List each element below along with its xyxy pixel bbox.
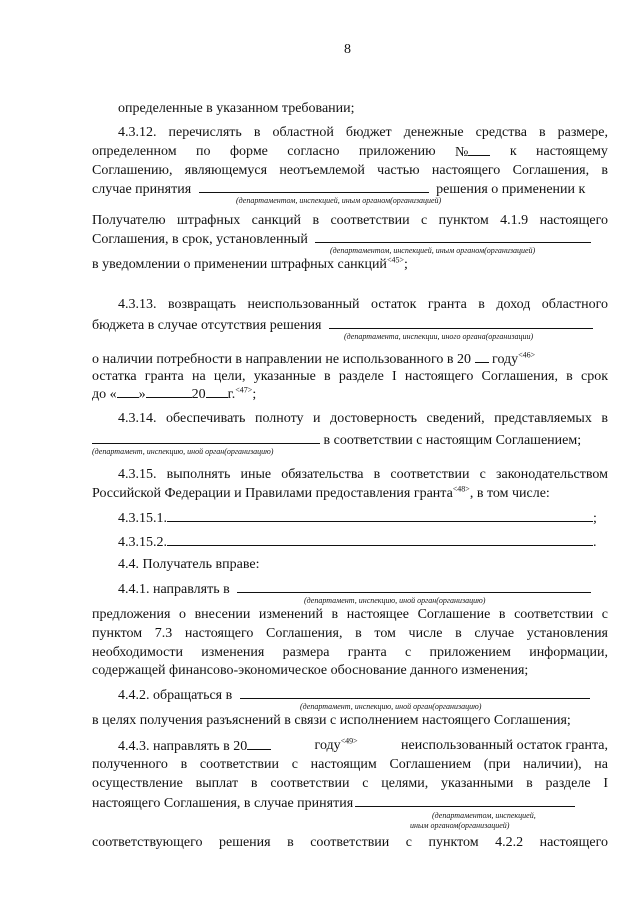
text-line: содержащей финансово-экономическое обоснование данного изменения; <box>92 663 529 678</box>
fill-blank[interactable] <box>167 533 593 546</box>
field-caption: (департамент, инспекцию, иной орган(организацию) <box>304 596 486 605</box>
text-fragment: , в том числе: <box>469 486 550 501</box>
page-number: 8 <box>344 42 351 57</box>
text-fragment: Российской Федерации и Правилами предоставления гранта <box>92 486 453 501</box>
text-fragment: » <box>138 387 146 402</box>
fill-blank[interactable] <box>468 143 490 156</box>
text-fragment: году <box>492 352 519 367</box>
text-line <box>92 794 575 812</box>
text-fragment: 4.4.2. обращаться в <box>118 688 233 703</box>
field-caption: (департамент, инспекцию, иной орган(организацию) <box>92 447 274 456</box>
fill-blank[interactable] <box>206 385 228 398</box>
clause-4-3-15-line: 4.3.15. выполнять иные обязательства в соответствии с законодательством <box>118 467 608 482</box>
text-fragment: до « <box>92 387 117 402</box>
fill-blank[interactable] <box>315 230 591 243</box>
field-caption: (департаментом, инспекцией, иным органом(организацией) <box>330 246 536 255</box>
text-fragment: в соответствии с настоящим Соглашением; <box>323 433 582 448</box>
fill-blank[interactable] <box>167 509 593 522</box>
word: форме <box>229 144 268 159</box>
text-fragment: ; <box>403 257 408 272</box>
clause-4-3-14-line: 4.3.14. обеспечивать полноту и достоверность сведений, представляемых в <box>118 411 608 426</box>
text-line: пунктом 7.3 настоящего Соглашения, в том числе в случае установления <box>92 626 608 641</box>
text-line: предложения о внесении изменений в настоящее Соглашение в соответствии с <box>92 607 608 622</box>
section-heading: 4.4. Получатель вправе: <box>118 557 260 572</box>
number-field: № <box>455 143 490 161</box>
text-fragment: 20 <box>191 387 206 402</box>
clause-4-4-3 <box>118 737 608 755</box>
word: согласно <box>287 144 340 159</box>
text-fragment: о наличии потребности в направлении не использованного в 20 <box>92 352 472 367</box>
field-caption: (департаментом, инспекцией, иным органом(организацией) <box>236 196 442 205</box>
field-caption: (департамента, инспекции, иного органа(организации) <box>344 332 534 341</box>
text-line: в целях получения разъяснений в связи с исполнением настоящего Соглашения; <box>92 713 571 728</box>
fill-blank[interactable] <box>247 737 271 750</box>
word: настоящему <box>536 144 608 159</box>
text-line: Получателю штрафных санкций в соответствии с пунктом 4.1.9 настоящего <box>92 213 608 228</box>
footnote-ref: <47> <box>235 385 253 395</box>
footnote-ref: <45> <box>386 255 404 265</box>
footnote-ref: <48> <box>452 484 470 494</box>
field-caption: (департаментом, инспекцией, <box>432 811 536 820</box>
field-caption: (департамент, инспекцию, иной орган(организацию) <box>300 702 482 711</box>
fill-blank[interactable] <box>329 316 593 329</box>
clause-4-3-13-line: 4.3.13. возвращать неиспользованный остаток гранта в доход областного <box>118 297 608 312</box>
text-fragment: неиспользованный остаток гранта, <box>401 738 608 753</box>
text-fragment: 4.4.1. направлять в <box>118 582 230 597</box>
word: приложению <box>358 144 436 159</box>
clause-4-3-15-2 <box>118 533 597 551</box>
text-fragment: году$^{<49>}$ <box>314 736 358 753</box>
text-fragment: 4.3.15.1. <box>118 511 167 526</box>
text-fragment: решения о применении к <box>436 182 586 197</box>
text-line: осуществление выплат в соответствии с целями, указанными в разделе I <box>92 776 608 791</box>
text-fragment: . <box>593 535 597 550</box>
text-fragment: 4.4.3. направлять в 20 <box>118 737 271 755</box>
fill-blank[interactable] <box>237 580 591 593</box>
footnote-ref: <46> <box>518 350 536 360</box>
text-fragment: 4.3.15.2. <box>118 535 167 550</box>
text-line <box>92 385 256 403</box>
text-fragment: бюджета в случае отсутствия решения <box>92 318 322 333</box>
fill-blank[interactable] <box>117 385 139 398</box>
word: по <box>196 144 211 159</box>
text-line: полученного в соответствии с настоящим Соглашением (при наличии), на <box>92 757 608 772</box>
text-fragment: г. <box>227 387 236 402</box>
text-fragment: настоящего Соглашения, в случае принятия <box>92 796 354 811</box>
footnote-ref: <49> <box>340 736 358 746</box>
fill-blank[interactable] <box>199 180 429 193</box>
text-line: Соглашению, являющемуся неотъемлемой частью настоящего Соглашения, в <box>92 163 608 178</box>
word: определенном <box>92 144 177 159</box>
text-fragment: Соглашения, в срок, установленный <box>92 232 308 247</box>
fill-blank[interactable] <box>240 686 590 699</box>
fill-blank[interactable] <box>475 350 489 363</box>
text-line <box>92 350 535 368</box>
text-line: определенные в указанном требовании; <box>118 101 355 116</box>
fill-blank[interactable] <box>146 385 192 398</box>
text-fragment: случае принятия <box>92 182 192 197</box>
text-line: остатка гранта на цели, указанные в разделе I настоящего Соглашения, в срок <box>92 369 608 384</box>
text-fragment: в уведомлении о применении штрафных санкций <box>92 257 387 272</box>
text-fragment: ; <box>593 511 597 526</box>
text-fragment: ; <box>252 387 257 402</box>
fill-blank[interactable] <box>355 794 575 807</box>
fill-blank[interactable] <box>92 431 320 444</box>
text-line <box>92 256 408 273</box>
clause-4-3-12-line: 4.3.12. перечислять в областной бюджет денежные средства в размере, <box>118 125 608 140</box>
word: к <box>509 144 517 159</box>
text-line: необходимости изменения размера гранта с приложением информации, <box>92 645 608 660</box>
field-caption: иным органом(организацией) <box>410 821 510 830</box>
text-line <box>92 485 550 502</box>
text-line: соответствующего решения в соответствии с пунктом 4.2.2 настоящего <box>92 835 608 850</box>
text-line-spaced <box>92 143 608 161</box>
clause-4-3-15-1 <box>118 509 597 527</box>
